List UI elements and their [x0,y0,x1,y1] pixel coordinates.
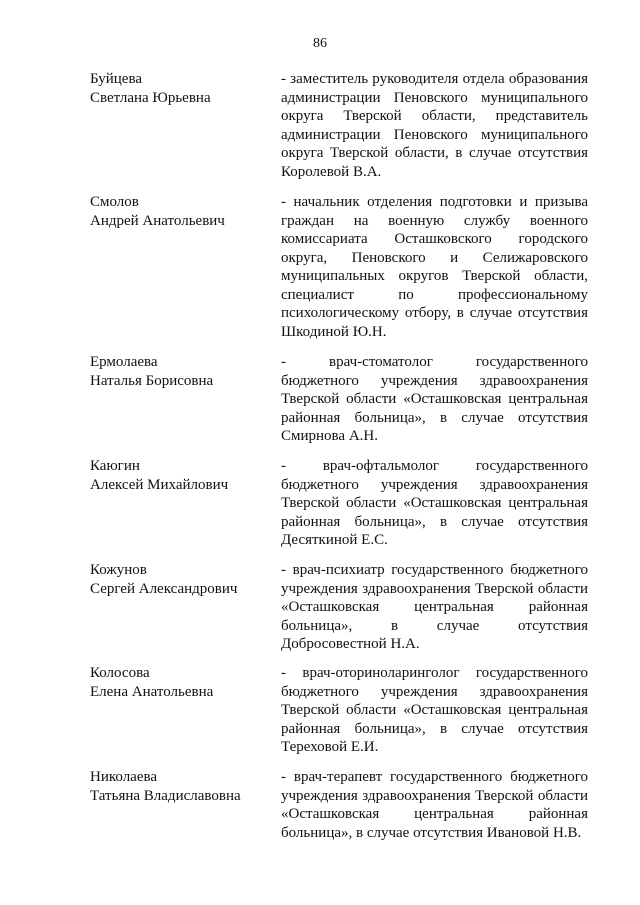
member-given-names: Сергей Александрович [90,580,238,597]
member-given-names: Светлана Юрьевна [90,89,211,106]
position-line: Королевой В.А. [281,163,382,180]
member-surname: Колосова [90,665,150,681]
member-given-names: Наталья Борисовна [90,372,214,389]
member-name [90,664,270,701]
member-position [281,193,588,341]
member-name [90,768,270,805]
position-line: районная больница», в случае отсутствия [281,409,588,426]
position-line: Тереховой Е.И. [281,739,379,755]
position-line: больница», в случае отсутствия [281,617,588,634]
position-line: Десяткиной Е.С. [281,532,388,548]
member-position [281,664,588,757]
member-name [90,70,270,107]
member-name [90,193,270,230]
position-line: учреждения здравоохранения Тверской области [281,787,588,804]
member-position [281,768,588,842]
member-name [90,561,270,598]
position-line: учреждения здравоохранения Тверской области [281,580,588,597]
member-name [90,457,270,494]
position-line: комиссариата Осташковского городского [281,231,588,247]
member-position [281,70,588,181]
member-surname: Буйцева [90,71,142,87]
member-surname: Ермолаева [90,354,158,370]
member-given-names: Елена Анатольевна [90,683,214,700]
member-given-names: Татьяна Владиславовна [90,787,241,804]
position-line: «Осташковская центральная районная [281,806,588,822]
position-line: администрации Пеновского муниципального [281,89,588,106]
position-line: Шкодиной Ю.Н. [281,323,387,340]
position-line: специалист по профессиональному [281,286,588,303]
position-line: - врач-стоматолог государственного [281,354,588,370]
member-position [281,561,588,654]
position-line: округа Тверской области, представитель [281,108,588,124]
position-line: округа, Пеновского и Селижаровского [281,249,588,266]
position-line: - врач-оториноларинголог государственного [281,665,588,681]
position-line: - врач-психиатр государственного бюджетного [281,562,588,578]
position-line: администрации Пеновского муниципального [281,126,588,143]
position-line: районная больница», в случае отсутствия [281,720,588,737]
position-line: Тверской области «Осташковская центральная [281,702,588,718]
position-line: граждан на военную службу военного [281,212,588,229]
position-line: Добросовестной Н.А. [281,636,420,652]
member-surname: Смолов [90,194,139,210]
position-line: районная больница», в случае отсутствия [281,513,588,530]
position-line: округа Тверской области, в случае отсутствия [281,145,588,161]
position-line: Тверской области «Осташковская центральная [281,391,588,407]
position-line: Смирнова А.Н. [281,428,379,444]
position-line: больница», в случае отсутствия Ивановой Н.В. [281,824,582,841]
position-line: - начальник отделения подготовки и призыва [281,194,588,210]
position-line: - врач-офтальмолог государственного [281,458,588,474]
member-surname: Каюгин [90,458,140,474]
member-surname: Николаева [90,769,158,785]
member-given-names: Андрей Анатольевич [90,212,225,229]
member-surname: Кожунов [90,562,147,578]
position-line: - врач-терапевт государственного бюджетного [281,769,588,785]
position-line: «Осташковская центральная районная [281,599,588,615]
position-line: бюджетного учреждения здравоохранения [281,372,588,389]
position-line: психологическому отбору, в случае отсутствия [281,305,588,321]
position-line: муниципальных округов Тверской области, [281,268,588,284]
position-line: - заместитель руководителя отдела образования [281,71,588,87]
member-given-names: Алексей Михайлович [90,476,229,493]
position-line: бюджетного учреждения здравоохранения [281,683,588,700]
position-line: бюджетного учреждения здравоохранения [281,476,588,493]
member-name [90,353,270,390]
member-position [281,353,588,446]
page-number: 86 [313,36,327,51]
member-position [281,457,588,550]
position-line: Тверской области «Осташковская центральная [281,495,588,511]
